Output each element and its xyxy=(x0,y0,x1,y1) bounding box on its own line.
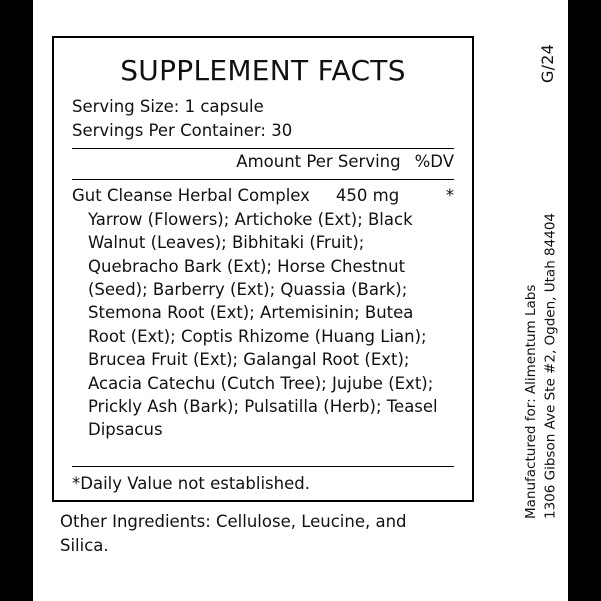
left-black-bar xyxy=(0,0,33,601)
page-title: SUPPLEMENT FACTS xyxy=(120,54,406,87)
sub-ingredient-text: Yarrow (Flowers); Artichoke (Ext); Black Walnut (Leaves); Bibhitaki (Fruit); Quebracho Bark (Ext); Horse Chestnut (Seed); Barberry (Ext); Quassia (Bark); Stemona Root (Ext); Artemisinin; Butea Root (Ext); Coptis Rhizome (Huang Lian); Brucea Fruit (Ext); Galangal Root (Ext); Acacia Catechu (Cutch Tree); Jujube (Ext); Prickly Ash (Bark); Pulsatilla (Herb); Teasel Dipsacus xyxy=(88,209,438,440)
supplement-facts-panel xyxy=(52,36,474,502)
serving-info xyxy=(64,95,462,143)
ingredient-daily-value: * xyxy=(445,186,454,206)
column-headers xyxy=(64,149,462,174)
daily-value-header: %DV xyxy=(414,152,454,172)
servings-per-container: Servings Per Container: 30 xyxy=(72,121,293,141)
ingredient-name: Gut Cleanse Herbal Complex xyxy=(72,186,310,206)
other-ingredients-text: Other Ingredients: Cellulose, Leucine, and Silica. xyxy=(60,512,407,555)
manufacturer-line-2: 1306 Gibson Ave Ste #2, Ogden, Utah 84404 xyxy=(542,213,559,519)
serving-size: Serving Size: 1 capsule xyxy=(72,97,264,117)
right-black-bar xyxy=(568,0,601,601)
ingredient-amount: 450 mg xyxy=(335,186,400,206)
manufacturer-line-1: Manufactured for: Alimentum Labs xyxy=(522,284,539,519)
divider-footnote xyxy=(72,466,454,467)
daily-value-footnote: *Daily Value not established. xyxy=(72,474,310,493)
amount-per-serving-header: Amount Per Serving xyxy=(236,152,401,172)
ingredient-list xyxy=(64,180,462,442)
manufacturer-info xyxy=(522,213,561,519)
lot-code-text: G/24 xyxy=(538,44,557,83)
ingredient-header-row xyxy=(72,184,454,207)
